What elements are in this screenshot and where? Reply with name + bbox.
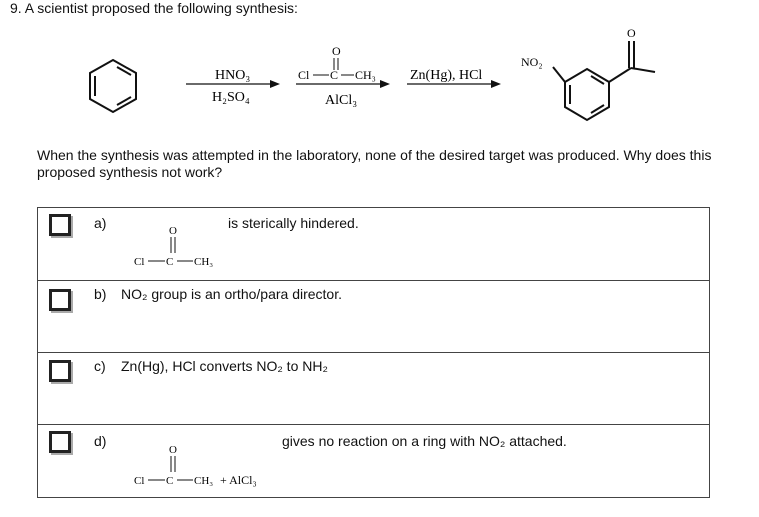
acyl-cl: Cl bbox=[298, 68, 310, 82]
option-d-c: C bbox=[166, 475, 174, 487]
option-d-cl: Cl bbox=[134, 475, 145, 487]
option-d-ch3: CH₃ bbox=[194, 475, 214, 487]
option-a-letter: a) bbox=[94, 215, 107, 231]
option-c-row bbox=[37, 352, 710, 425]
option-a-structure bbox=[123, 220, 233, 276]
benzene-structure bbox=[90, 60, 136, 112]
option-a-c: C bbox=[166, 256, 174, 268]
option-d-row bbox=[37, 424, 710, 498]
option-d-checkbox[interactable] bbox=[49, 431, 71, 453]
option-a-o: O bbox=[169, 225, 177, 237]
option-a-text: is sterically hindered. bbox=[228, 215, 359, 231]
option-b-letter: b) bbox=[94, 286, 107, 302]
acyl-c: C bbox=[330, 68, 339, 82]
option-a-checkbox[interactable] bbox=[49, 214, 71, 236]
product-structure bbox=[553, 41, 655, 120]
option-a-cl: Cl bbox=[134, 256, 145, 268]
reagent-h2so4: H₂SO₄ bbox=[212, 90, 250, 105]
option-b-row bbox=[37, 280, 710, 353]
option-a-ch3: CH₃ bbox=[194, 256, 214, 268]
option-c-letter: c) bbox=[94, 358, 106, 374]
reagent-zn-hg-hcl: Zn(Hg), HCl bbox=[410, 68, 483, 83]
acyl-o: O bbox=[332, 44, 341, 58]
acyl-ch3: CH₃ bbox=[355, 68, 376, 82]
option-b-text: NO₂ group is an ortho/para director. bbox=[121, 286, 342, 302]
option-d-structure bbox=[123, 439, 283, 495]
reagent-hno3: HNO₃ bbox=[215, 68, 251, 83]
option-d-o: O bbox=[169, 444, 177, 456]
reaction-scheme bbox=[0, 0, 759, 140]
reaction-arrow-2 bbox=[296, 80, 390, 88]
option-c-text: Zn(Hg), HCl converts NO₂ to NH₂ bbox=[121, 358, 328, 374]
option-b-checkbox[interactable] bbox=[49, 289, 71, 311]
product-no2: NO₂ bbox=[521, 55, 543, 69]
option-d-letter: d) bbox=[94, 433, 107, 449]
question-prompt: When the synthesis was attempted in the laboratory, none of the desired target was produced. Why does this proposed synthesis not work? bbox=[37, 147, 712, 180]
option-d-text: gives no reaction on a ring with NO₂ attached. bbox=[282, 433, 567, 449]
question-title: 9. A scientist proposed the following synthesis: bbox=[10, 0, 298, 16]
option-d-alcl3: + AlCl₃ bbox=[220, 473, 257, 487]
product-o: O bbox=[627, 26, 636, 40]
option-c-checkbox[interactable] bbox=[49, 360, 71, 382]
reagent-alcl3: AlCl₃ bbox=[325, 93, 358, 108]
option-a-row bbox=[37, 207, 710, 281]
